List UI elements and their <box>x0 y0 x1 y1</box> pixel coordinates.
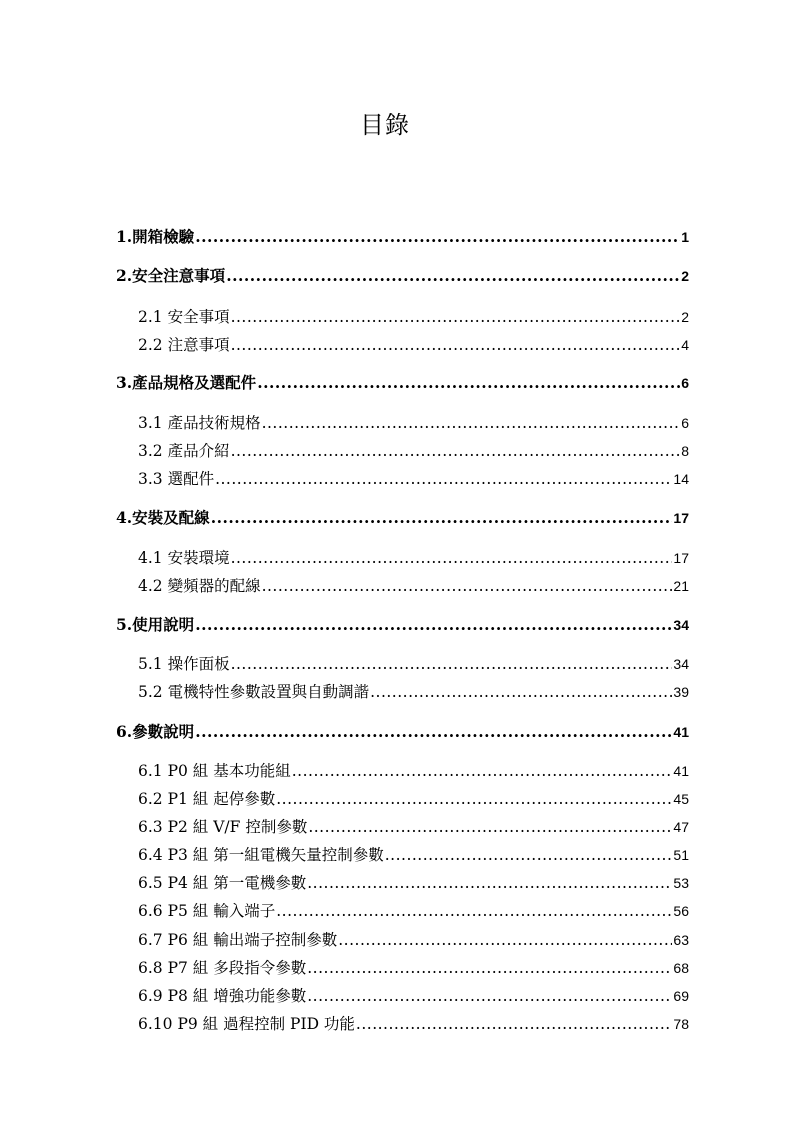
toc-entry-label: 6.10 P9 組 過程控制 PID 功能 <box>138 1015 355 1033</box>
toc-entry-label: 4.2 變頻器的配線 <box>138 577 261 595</box>
toc-entry-label: 6.6 P5 組 輸入端子 <box>138 902 276 920</box>
toc-section-entry <box>138 439 689 463</box>
toc-entry-label: 6.1 P0 組 基本功能組 <box>138 762 291 780</box>
toc-dot-leader <box>292 759 673 783</box>
toc-dot-leader <box>276 787 672 811</box>
toc-section-entry <box>138 333 689 357</box>
toc-entry-page-number: 2 <box>681 268 689 284</box>
toc-dot-leader <box>307 956 672 980</box>
toc-entry-page-number: 78 <box>673 1016 689 1032</box>
toc-entry-label: 6.7 P6 組 輸出端子控制參數 <box>138 931 338 949</box>
toc-dot-leader <box>231 546 673 570</box>
toc-entry-label: 2.2 注意事項 <box>138 336 230 354</box>
toc-dot-leader <box>231 439 681 463</box>
toc-entry-page-number: 1 <box>681 229 689 245</box>
toc-dot-leader <box>257 371 680 395</box>
toc-dot-leader <box>276 899 672 923</box>
toc-section-entry <box>138 546 689 570</box>
toc-section-entry <box>138 411 689 435</box>
toc-entry-label: 6.4 P3 組 第一組電機矢量控制參數 <box>138 846 384 864</box>
toc-entry-label: 3.1 產品技術規格 <box>138 414 261 432</box>
toc-entry-label: 2.1 安全事項 <box>138 308 230 326</box>
toc-entry-label: 6.參數說明 <box>116 722 195 741</box>
toc-entry-label: 3.3 選配件 <box>138 470 215 488</box>
toc-section-entry <box>138 305 689 329</box>
toc-section-entry <box>138 984 689 1008</box>
toc-entry-page-number: 6 <box>681 415 689 431</box>
toc-section-entry <box>138 574 689 598</box>
toc-section-entry <box>138 680 689 704</box>
toc-entry-label: 1.開箱檢驗 <box>116 227 195 246</box>
toc-entry-label: 5.1 操作面板 <box>138 655 230 673</box>
toc-chapter-entry <box>116 506 689 530</box>
toc-chapter-entry <box>116 720 689 744</box>
toc-entry-page-number: 14 <box>673 471 689 487</box>
toc-entry-page-number: 17 <box>673 550 689 566</box>
toc-entry-page-number: 17 <box>673 510 689 526</box>
toc-entry-page-number: 51 <box>673 847 689 863</box>
toc-entry-page-number: 63 <box>673 932 689 948</box>
toc-entry-page-number: 53 <box>673 875 689 891</box>
toc-entry-page-number: 69 <box>673 988 689 1004</box>
toc-entry-label: 3.2 產品介紹 <box>138 442 230 460</box>
toc-section-entry <box>138 759 689 783</box>
toc-dot-leader <box>231 305 681 329</box>
toc-section-entry <box>138 843 689 867</box>
toc-entry-label: 4.安裝及配線 <box>116 508 210 527</box>
toc-dot-leader <box>308 815 672 839</box>
toc-entry-page-number: 34 <box>673 617 689 633</box>
toc-title: 目錄 <box>360 111 410 139</box>
toc-dot-leader <box>356 1012 673 1036</box>
toc-entry-page-number: 8 <box>681 443 689 459</box>
toc-section-entry <box>138 871 689 895</box>
toc-entry-label: 6.9 P8 組 增強功能參數 <box>138 987 307 1005</box>
toc-entry-label: 6.5 P4 組 第一電機參數 <box>138 874 307 892</box>
toc-entry-page-number: 56 <box>673 903 689 919</box>
toc-entry-page-number: 34 <box>673 656 689 672</box>
toc-entry-page-number: 39 <box>673 684 689 700</box>
toc-chapter-entry <box>116 613 689 637</box>
toc-entry-label: 6.2 P1 組 起停參數 <box>138 790 276 808</box>
toc-entry-page-number: 47 <box>673 819 689 835</box>
toc-dot-leader <box>262 411 681 435</box>
toc-dot-leader <box>195 720 672 744</box>
toc-dot-leader <box>262 574 673 598</box>
toc-dot-leader <box>385 843 673 867</box>
toc-entry-page-number: 21 <box>673 578 689 594</box>
toc-entry-page-number: 2 <box>681 309 689 325</box>
toc-dot-leader <box>307 984 672 1008</box>
toc-dot-leader <box>226 264 680 288</box>
toc-dot-leader <box>338 928 672 952</box>
toc-chapter-entry <box>116 371 689 395</box>
toc-section-entry <box>138 815 689 839</box>
toc-dot-leader <box>231 333 681 357</box>
toc-section-entry <box>138 1012 689 1036</box>
toc-entry-page-number: 41 <box>673 763 689 779</box>
toc-dot-leader <box>215 467 672 491</box>
toc-entry-label: 6.3 P2 組 V/F 控制參數 <box>138 818 308 836</box>
toc-dot-leader <box>370 680 672 704</box>
toc-section-entry <box>138 467 689 491</box>
toc-dot-leader <box>307 871 672 895</box>
toc-section-entry <box>138 956 689 980</box>
toc-section-entry <box>138 787 689 811</box>
toc-entry-page-number: 68 <box>673 960 689 976</box>
toc-entry-label: 4.1 安裝環境 <box>138 549 230 567</box>
toc-entry-page-number: 6 <box>681 375 689 391</box>
toc-entry-label: 5.2 電機特性參數設置與自動調諧 <box>138 683 370 701</box>
toc-section-entry <box>138 899 689 923</box>
toc-entry-label: 6.8 P7 組 多段指令參數 <box>138 959 307 977</box>
toc-entry-page-number: 4 <box>681 337 689 353</box>
toc-section-entry <box>138 928 689 952</box>
toc-chapter-entry <box>116 264 689 288</box>
toc-section-entry <box>138 652 689 676</box>
toc-entry-label: 2.安全注意事項 <box>116 266 226 285</box>
toc-entry-label: 3.產品規格及選配件 <box>116 373 257 392</box>
toc-entry-page-number: 41 <box>673 724 689 740</box>
toc-dot-leader <box>231 652 673 676</box>
toc-dot-leader <box>195 613 672 637</box>
toc-chapter-entry <box>116 225 689 249</box>
toc-entry-page-number: 45 <box>673 791 689 807</box>
toc-dot-leader <box>211 506 673 530</box>
toc-entry-label: 5.使用說明 <box>116 615 195 634</box>
toc-dot-leader <box>195 225 680 249</box>
